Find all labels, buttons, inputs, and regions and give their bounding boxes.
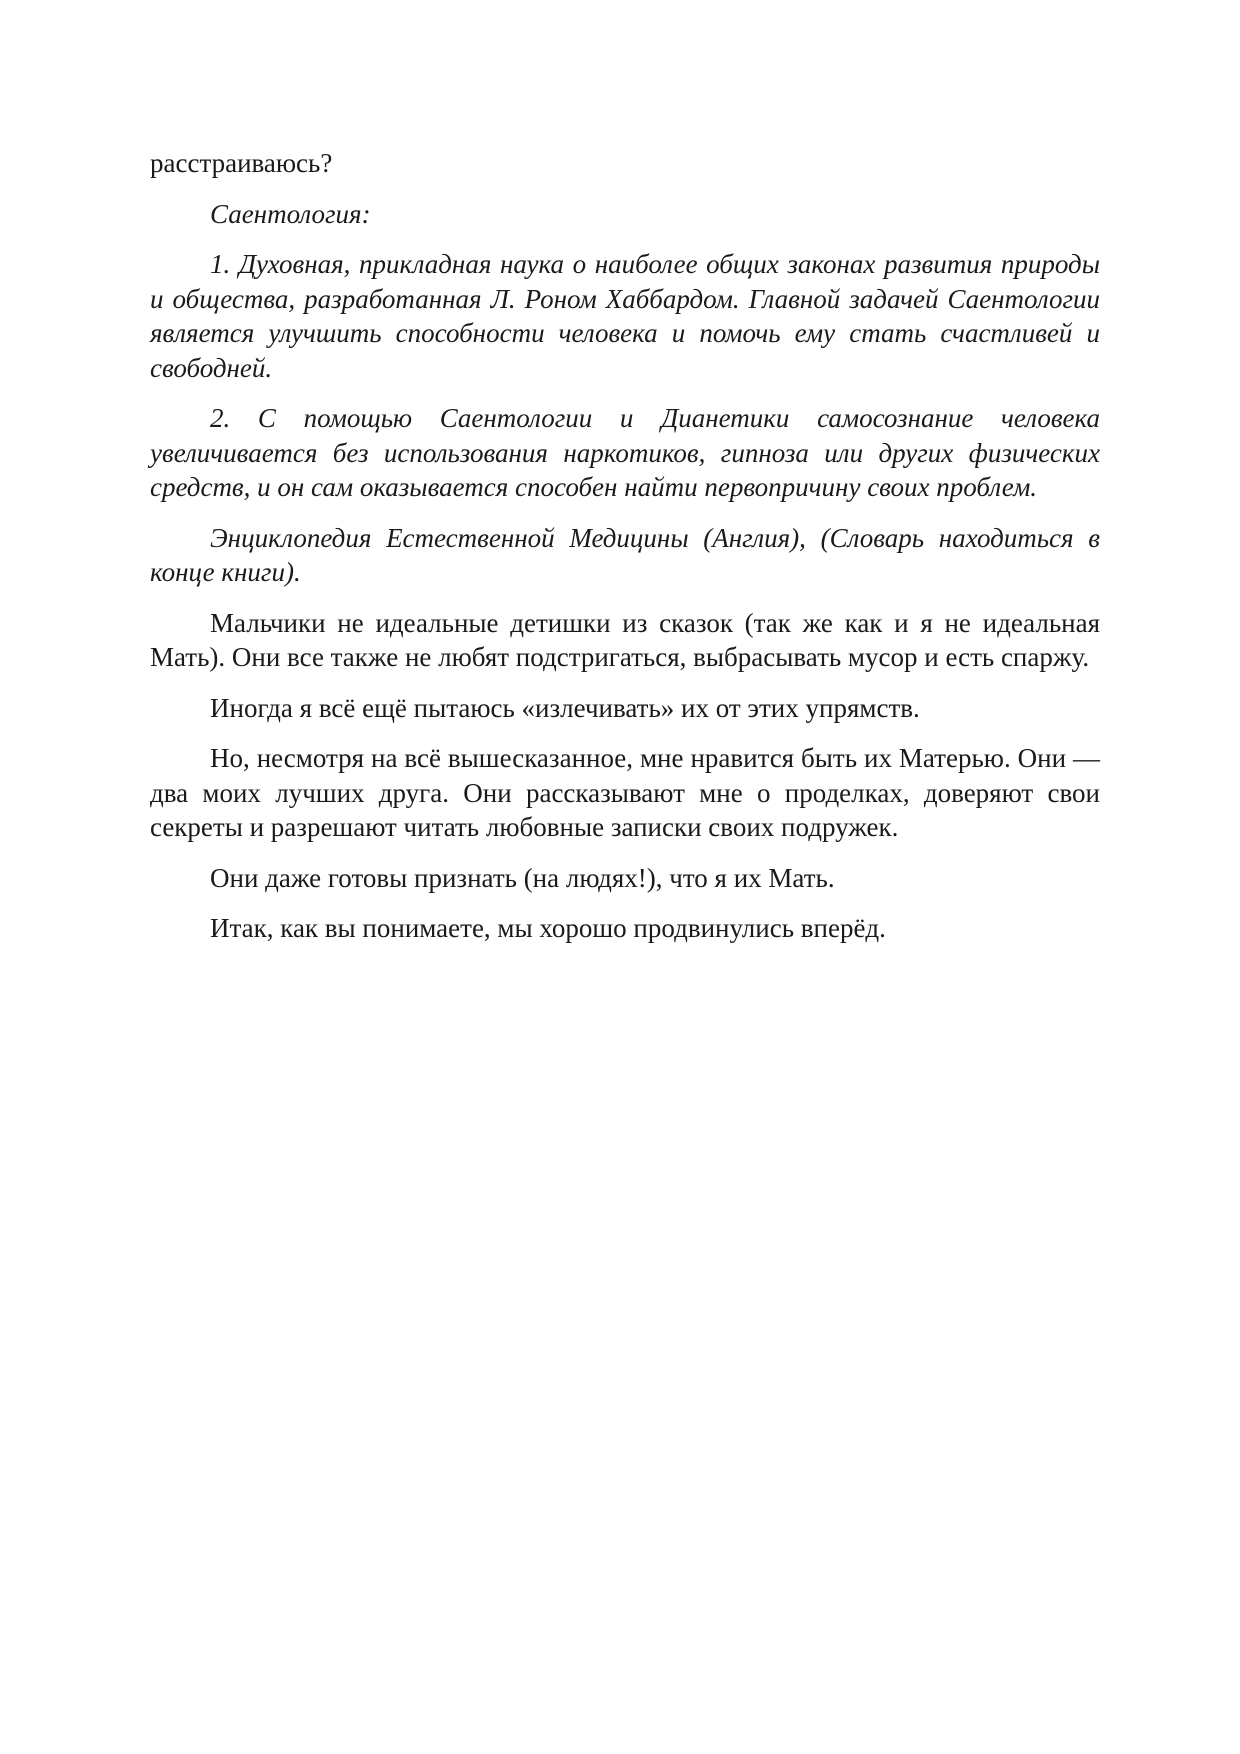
- paragraph-scientology-heading: Саентология:: [210, 198, 371, 229]
- paragraph-progress: Итак, как вы понимаете, мы хорошо продвинулись вперёд.: [210, 913, 886, 943]
- paragraph-continuation: расстраиваюсь?: [150, 148, 333, 178]
- paragraph-definition-1: 1. Духовная, прикладная наука о наиболее общих законах развития природы и общества, разработанная Л. Роном Хаббардом. Главной задачей Саентологии является улучшить способности человека и помочь ему стать счастливей и свободней.: [150, 249, 1100, 383]
- paragraph-definition-2: 2. С помощью Саентологии и Дианетики самосознание человека увеличивается без использования наркотиков, гипноза или других физических средств, и он сам оказывается способен найти первопричину своих проблем.: [150, 403, 1100, 502]
- paragraph-still-trying: Иногда я всё ещё пытаюсь «излечивать» их от этих упрямств.: [210, 692, 920, 723]
- paragraph-best-friends: Но, несмотря на всё вышесказанное, мне нравится быть их Матерью. Они — два моих лучших друга. Они рассказывают мне о проделках, доверяют свои секреты и разрешают читать любовные записки своих подружек.: [150, 743, 1100, 842]
- paragraph-boys-not-ideal: Мальчики не идеальные детишки из сказок (так же как и я не идеальная Мать). Они все также не любят подстригаться, выбрасывать мусор и есть спаржу.: [150, 607, 1100, 672]
- paragraph-admit-mother: Они даже готовы признать (на людях!), что я их Мать.: [210, 862, 835, 893]
- document-page: [150, 146, 1100, 962]
- paragraph-source-citation: Энциклопедия Естественной Медицины (Англия), (Словарь находиться в конце книги).: [150, 522, 1100, 587]
